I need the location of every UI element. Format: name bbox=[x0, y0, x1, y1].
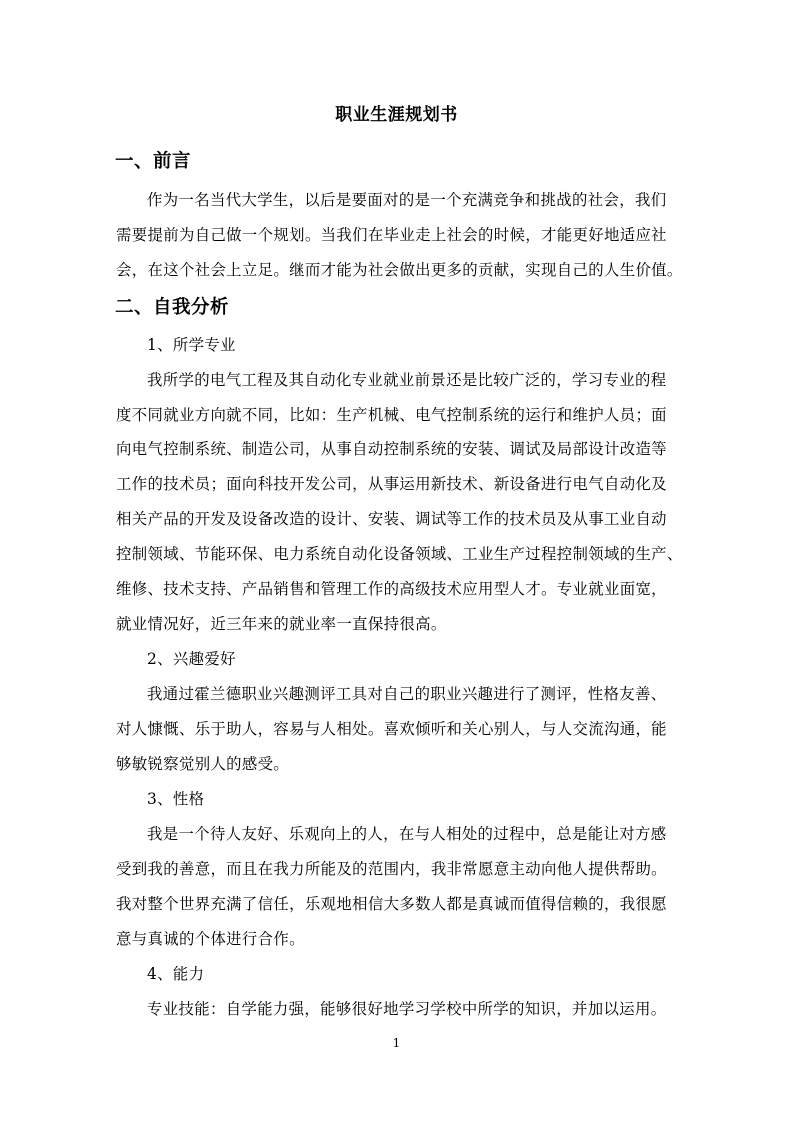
subsection-heading-interests: 2、兴趣爱好 bbox=[147, 650, 236, 668]
subsection-heading-major: 1、所学专业 bbox=[147, 336, 236, 354]
page-number: 1 bbox=[392, 1036, 401, 1050]
paragraph-line: 作为一名当代大学生，以后是要面对的是一个充满竞争和挑战的社会，我们 bbox=[147, 191, 667, 209]
paragraph-line: 我对整个世界充满了信任，乐观地相信大多数人都是真诚而值得信赖的，我很愿 bbox=[116, 895, 667, 913]
paragraph-line: 我是一个待人友好、乐观向上的人，在与人相处的过程中，总是能让对方感 bbox=[147, 825, 667, 843]
paragraph-line: 控制领域、节能环保、电力系统自动化设备领域、工业生产过程控制领域的生产、 bbox=[116, 545, 683, 563]
paragraph-line: 需要提前为自己做一个规划。当我们在毕业走上社会的时候，才能更好地适应社 bbox=[116, 226, 667, 244]
subsection-heading-personality: 3、性格 bbox=[147, 790, 205, 808]
paragraph-line: 受到我的善意，而且在我力所能及的范围内，我非常愿意主动向他人提供帮助。 bbox=[116, 860, 667, 878]
document-title: 职业生涯规划书 bbox=[335, 105, 458, 125]
paragraph-line: 我通过霍兰德职业兴趣测评工具对自己的职业兴趣进行了测评，性格友善、 bbox=[147, 685, 667, 703]
paragraph-line: 专业技能：自学能力强，能够很好地学习学校中所学的知识，并加以运用。 bbox=[147, 1000, 667, 1018]
paragraph-line: 相关产品的开发及设备改造的设计、安装、调试等工作的技术员及从事工业自动 bbox=[116, 510, 667, 528]
paragraph-line: 维修、技术支持、产品销售和管理工作的高级技术应用型人才。专业就业面宽， bbox=[116, 580, 667, 598]
paragraph-line: 对人慷慨、乐于助人，容易与人相处。喜欢倾听和关心别人，与人交流沟通，能 bbox=[116, 720, 667, 738]
paragraph-line: 够敏锐察觉别人的感受。 bbox=[116, 755, 290, 773]
paragraph-line: 会，在这个社会上立足。继而才能为社会做出更多的贡献，实现自己的人生价值。 bbox=[116, 261, 683, 279]
paragraph-line: 我所学的电气工程及其自动化专业就业前景还是比较广泛的，学习专业的程 bbox=[147, 371, 667, 389]
paragraph-line: 工作的技术员；面向科技开发公司，从事运用新技术、新设备进行电气自动化及 bbox=[116, 475, 667, 493]
section-heading-self-analysis: 二、自我分析 bbox=[115, 297, 230, 318]
paragraph-line: 向电气控制系统、制造公司，从事自动控制系统的安装、调试及局部设计改造等 bbox=[116, 440, 667, 458]
paragraph-line: 意与真诚的个体进行合作。 bbox=[116, 930, 305, 948]
section-heading-preface: 一、前言 bbox=[115, 151, 192, 172]
paragraph-line: 就业情况好，近三年来的就业率一直保持很高。 bbox=[116, 615, 447, 633]
paragraph-line: 度不同就业方向就不同，比如：生产机械、电气控制系统的运行和维护人员；面 bbox=[116, 406, 667, 424]
subsection-heading-abilities: 4、能力 bbox=[147, 965, 205, 983]
